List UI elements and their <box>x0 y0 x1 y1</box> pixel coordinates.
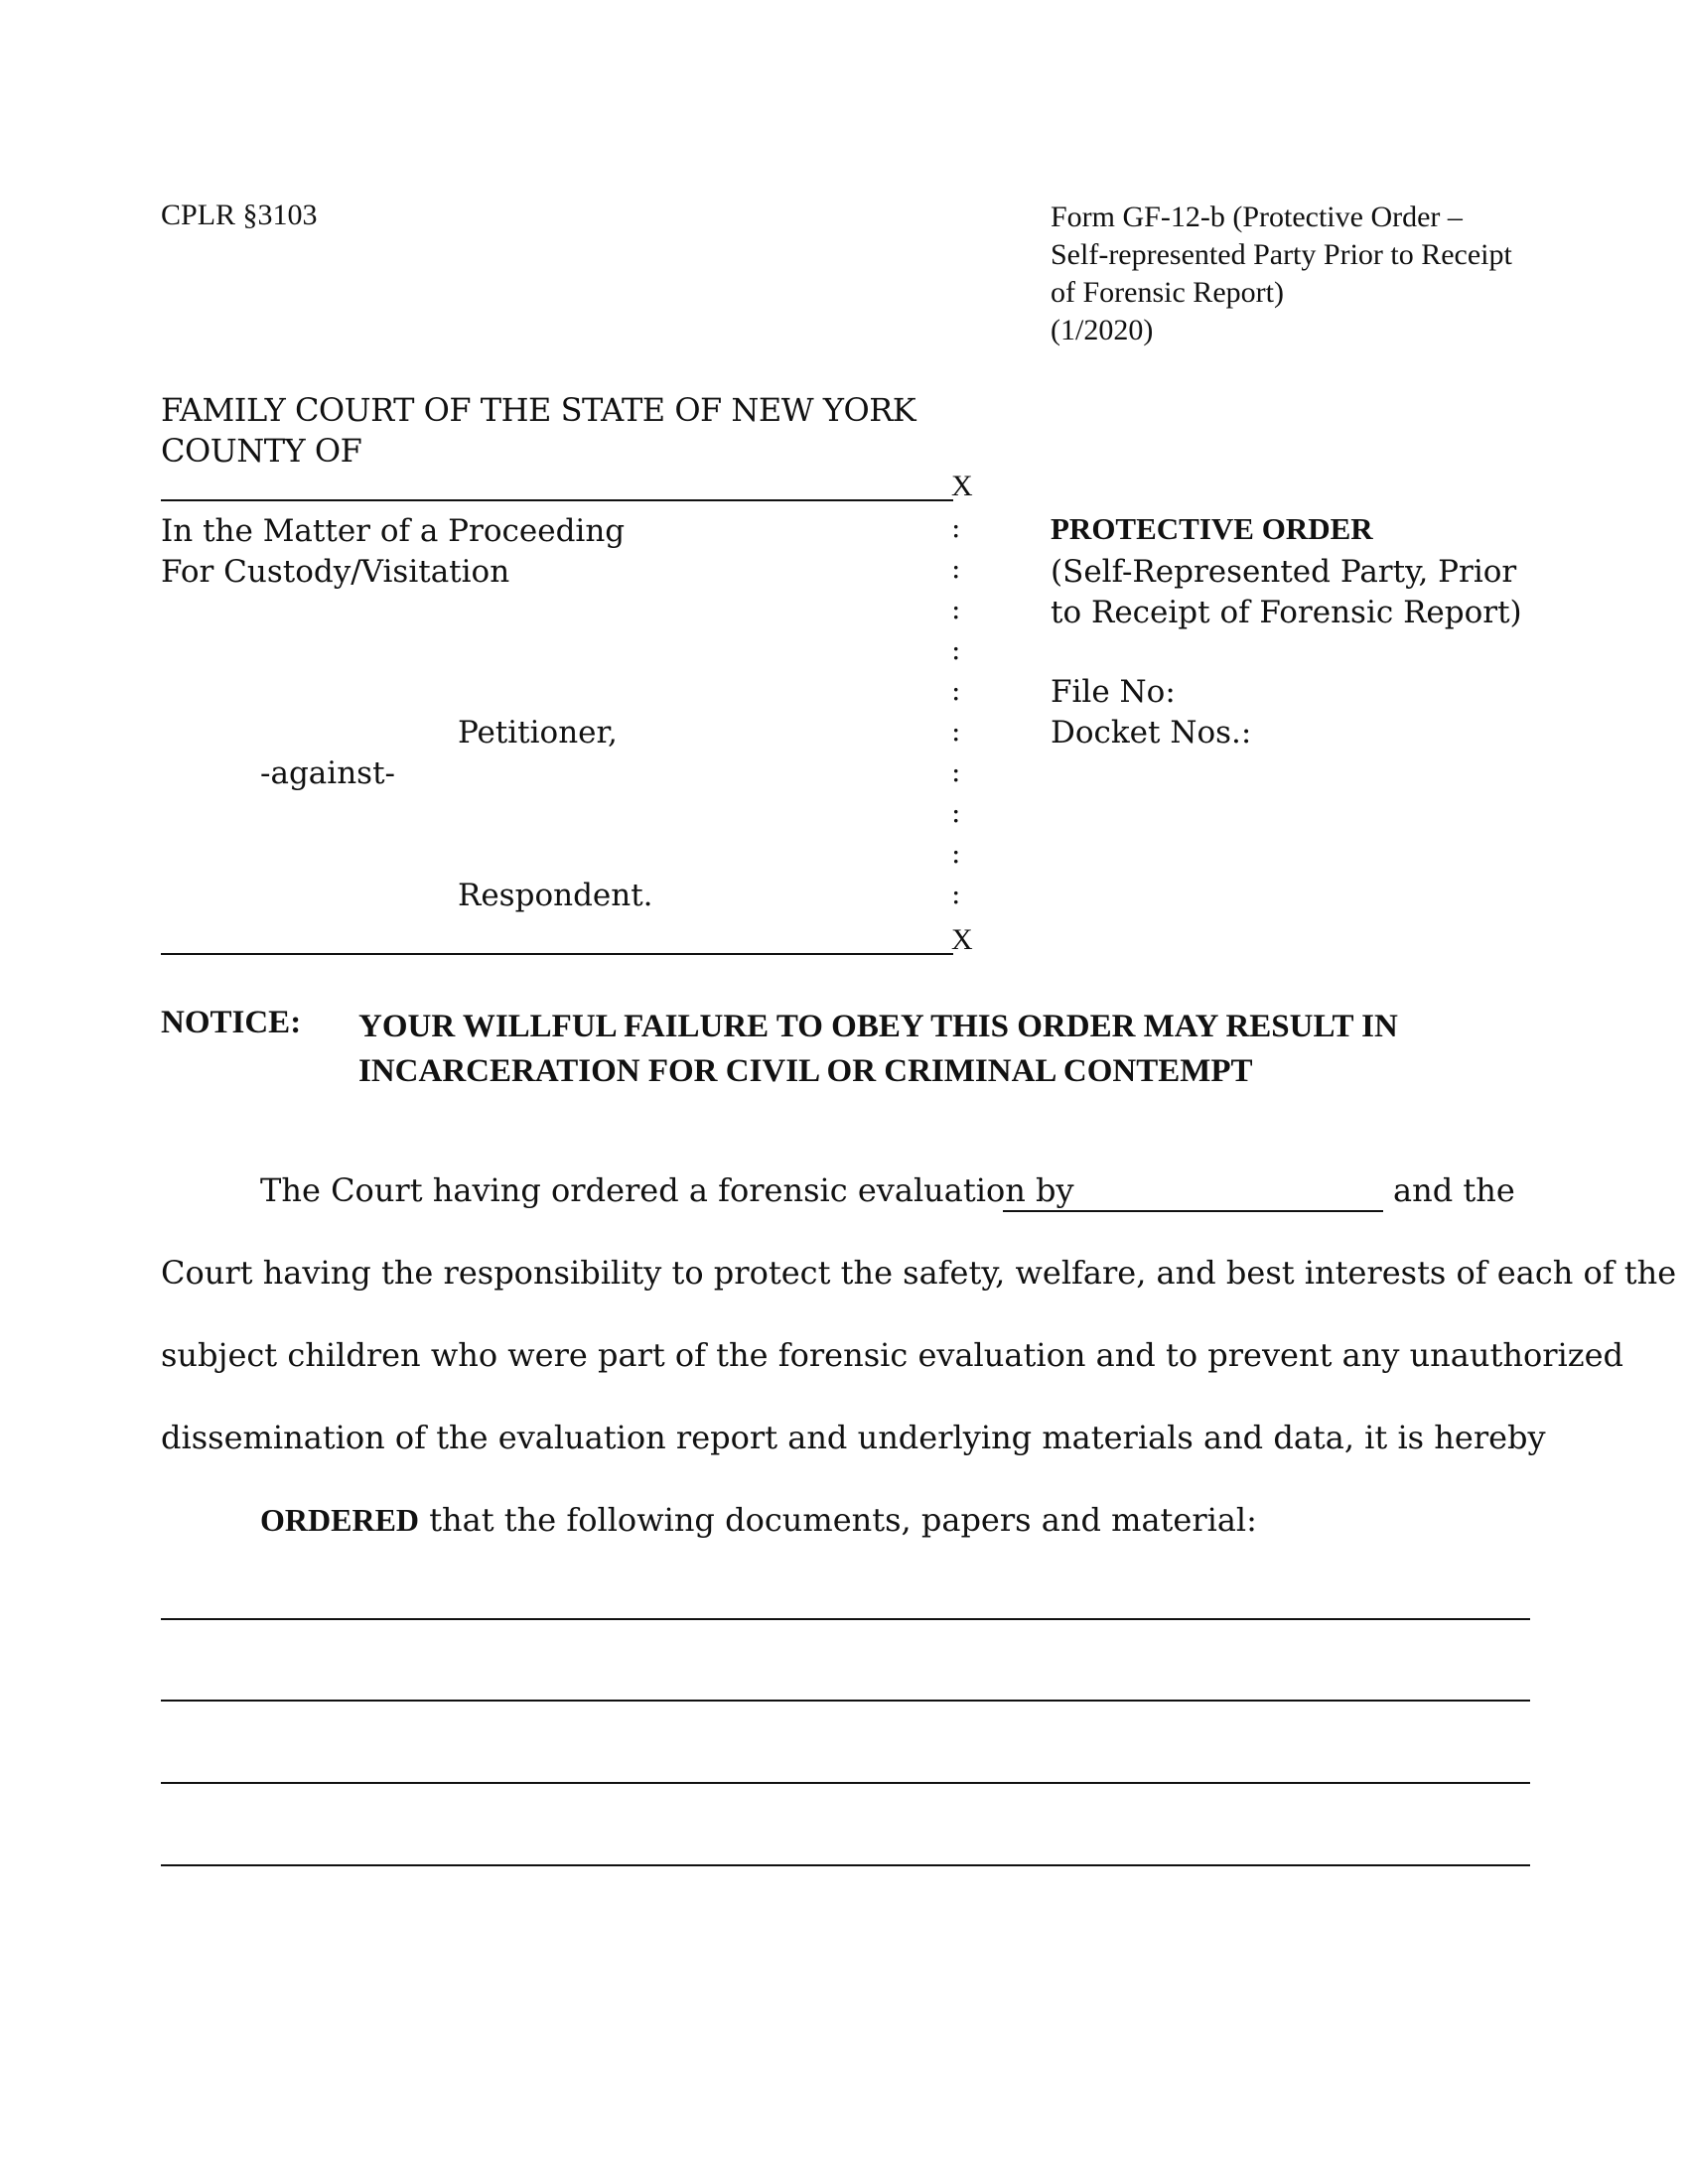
caption-rule-bottom <box>161 953 953 955</box>
caption-colon: : <box>951 511 961 544</box>
statute-reference: CPLR §3103 <box>161 199 318 231</box>
documents-blank-line[interactable] <box>161 1782 1530 1784</box>
order-subtitle-line: to Receipt of Forensic Report) <box>1051 595 1522 630</box>
file-number-label: File No: <box>1051 674 1176 710</box>
documents-blank-line[interactable] <box>161 1864 1530 1866</box>
paragraph-line-end: and the <box>1393 1171 1515 1209</box>
paragraph-line: subject children who were part of the forensic evaluation and to prevent any unauthorized <box>161 1336 1624 1374</box>
form-line: Self-represented Party Prior to Receipt <box>1051 238 1512 271</box>
caption-colon: : <box>951 674 961 707</box>
paragraph-line: The Court having ordered a forensic evaluation by <box>260 1171 1074 1209</box>
caption-colon: : <box>951 878 961 910</box>
paragraph-line: dissemination of the evaluation report and underlying materials and data, it is hereby <box>161 1419 1546 1456</box>
notice-line: YOUR WILLFUL FAILURE TO OBEY THIS ORDER MAY RESULT IN <box>358 1009 1398 1044</box>
docket-numbers-label: Docket Nos.: <box>1051 715 1252 751</box>
paragraph-line: Court having the responsibility to protect the safety, welfare, and best interests of each of the <box>161 1254 1677 1292</box>
order-subtitle-line: (Self-Represented Party, Prior <box>1051 554 1517 590</box>
ordered-text: that the following documents, papers and material: <box>419 1501 1257 1539</box>
caption-x-bottom: X <box>951 923 973 956</box>
caption-colon: : <box>951 552 961 585</box>
order-subtitle <box>1051 552 1522 633</box>
form-line: of Forensic Report) <box>1051 276 1284 309</box>
ordered-clause <box>260 1501 1257 1539</box>
caption-colon: : <box>951 715 961 748</box>
caption-colon: : <box>951 796 961 829</box>
caption-colon: : <box>951 633 961 666</box>
court-name <box>161 390 915 472</box>
caption-colon: : <box>951 593 961 625</box>
notice-label: NOTICE: <box>161 1005 302 1040</box>
form-line: Form GF-12-b (Protective Order – <box>1051 201 1463 233</box>
order-title: PROTECTIVE ORDER <box>1051 511 1373 546</box>
caption-colon: : <box>951 837 961 870</box>
ordered-keyword: ORDERED <box>260 1502 420 1538</box>
caption-colon: : <box>951 755 961 788</box>
caption-x-top: X <box>951 470 973 502</box>
evaluator-blank-field[interactable] <box>1003 1210 1383 1212</box>
matter-line: In the Matter of a Proceeding <box>161 513 626 549</box>
documents-blank-line[interactable] <box>161 1618 1530 1620</box>
form-line: (1/2020) <box>1051 314 1154 346</box>
matter-line: For Custody/Visitation <box>161 554 510 590</box>
caption-rule-top <box>161 499 953 501</box>
notice-line: INCARCERATION FOR CIVIL OR CRIMINAL CONTEMPT <box>358 1053 1253 1089</box>
petitioner-label: Petitioner, <box>458 715 618 751</box>
against-label: -against- <box>260 755 396 791</box>
court-line: FAMILY COURT OF THE STATE OF NEW YORK <box>161 391 916 429</box>
documents-blank-line[interactable] <box>161 1700 1530 1702</box>
county-line: COUNTY OF <box>161 432 362 470</box>
form-identifier <box>1051 199 1512 349</box>
respondent-label: Respondent. <box>458 878 653 913</box>
notice-warning <box>358 1005 1398 1094</box>
matter-caption <box>161 511 625 593</box>
